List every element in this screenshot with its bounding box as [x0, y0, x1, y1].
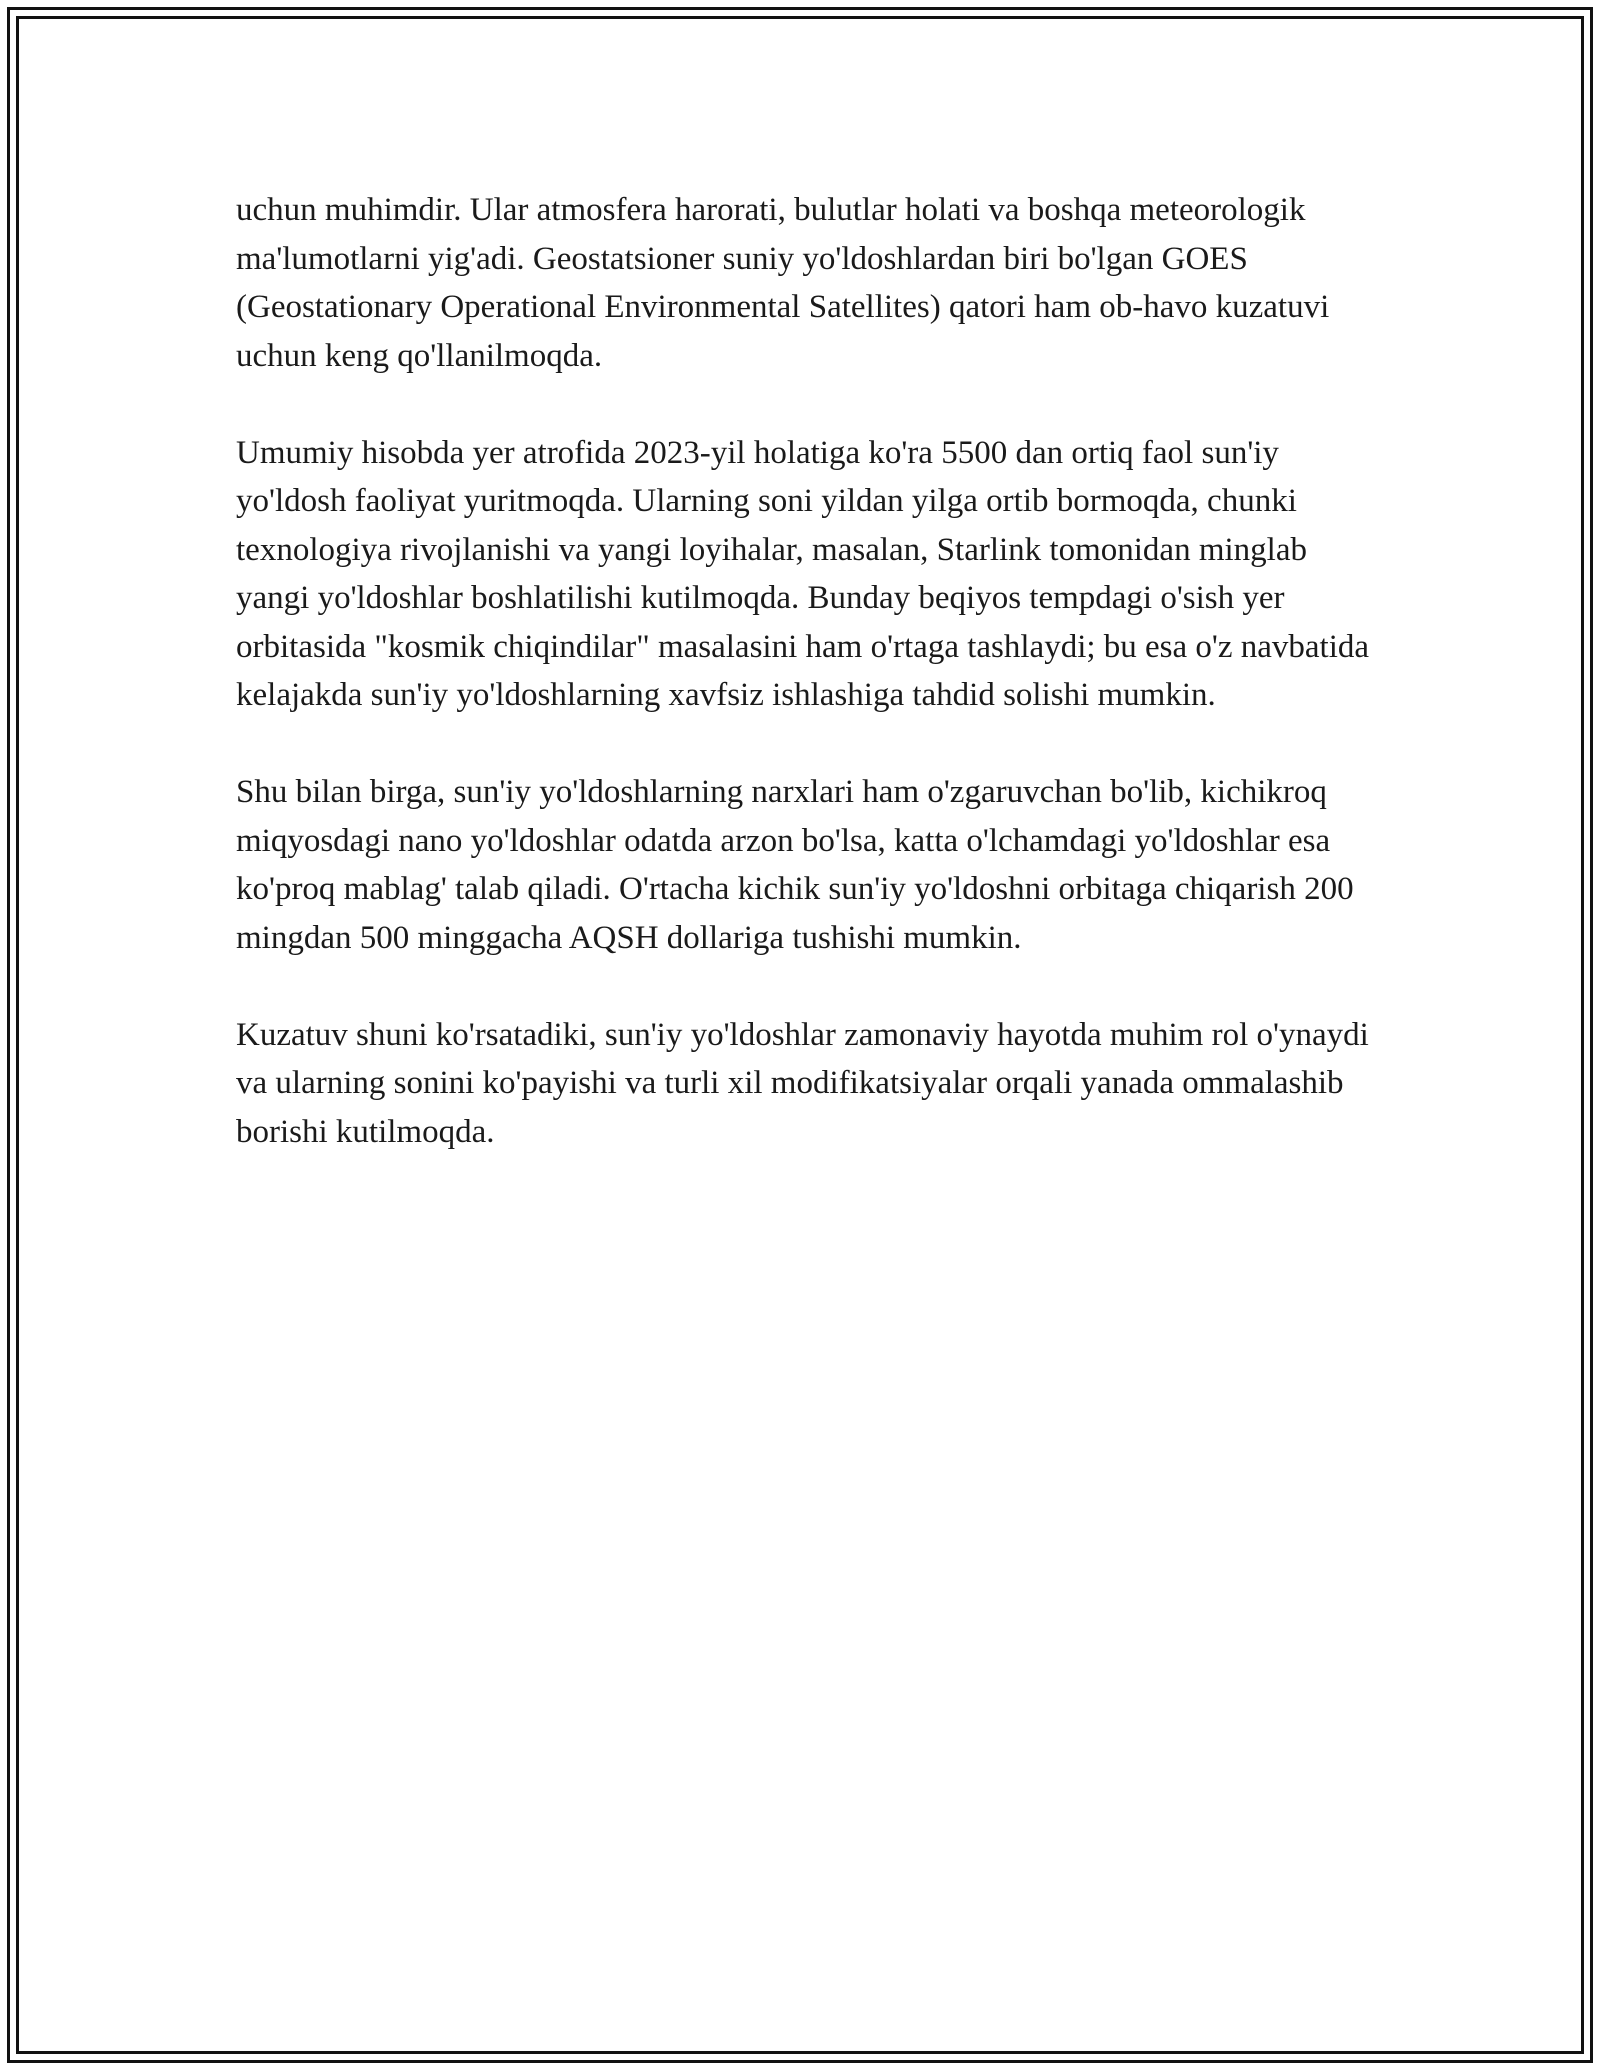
paragraph-weather-satellites: uchun muhimdir. Ular atmosfera harorati, bulutlar holati va boshqa meteorologik ma'lumotlarni yig'adi. Geostatsioner suniy yo'ldoshlardan biri bo'lgan GOES (Geostationary Operational Environmental Satellites) qatori ham ob-havo kuzatuvi uchun keng qo'llanilmoqda.: [236, 192, 1330, 374]
paragraph-conclusion: Kuzatuv shuni ko'rsatadiki, sun'iy yo'ldoshlar zamonaviy hayotda muhim rol o'ynaydi va ularning sonini ko'payishi va turli xil modifikatsiyalar orqali yanada ommalashib borishi kutilmoqda.: [236, 1016, 1369, 1150]
paragraph-satellite-count: Umumiy hisobda yer atrofida 2023-yil holatiga ko'ra 5500 dan ortiq faol sun'iy yo'ldosh faoliyat yuritmoqda. Ularning soni yildan yilga ortib bormoqda, chunki texnologiya rivojlanishi va yangi loyihalar, masalan, Starlink tomonidan minglab yangi yo'ldoshlar boshlatilishi kutilmoqda. Bunday beqiyos tempdagi o'sish yer orbitasida "kosmik chiqindilar" masalasini ham o'rtaga tashlaydi; bu esa o'z navbatida kelajakda sun'iy yo'ldoshlarning xavfsiz ishlashiga tahdid solishi mumkin.: [236, 434, 1370, 713]
document-body: [236, 186, 1386, 1205]
paragraph-satellite-costs: Shu bilan birga, sun'iy yo'ldoshlarning narxlari ham o'zgaruvchan bo'lib, kichikroq miqyosdagi nano yo'ldoshlar odatda arzon bo'lsa, katta o'lchamdagi yo'ldoshlar esa ko'proq mablag' talab qiladi. O'rtacha kichik sun'iy yo'ldoshni orbitaga chiqarish 200 mingdan 500 minggacha AQSH dollariga tushishi mumkin.: [236, 774, 1354, 956]
